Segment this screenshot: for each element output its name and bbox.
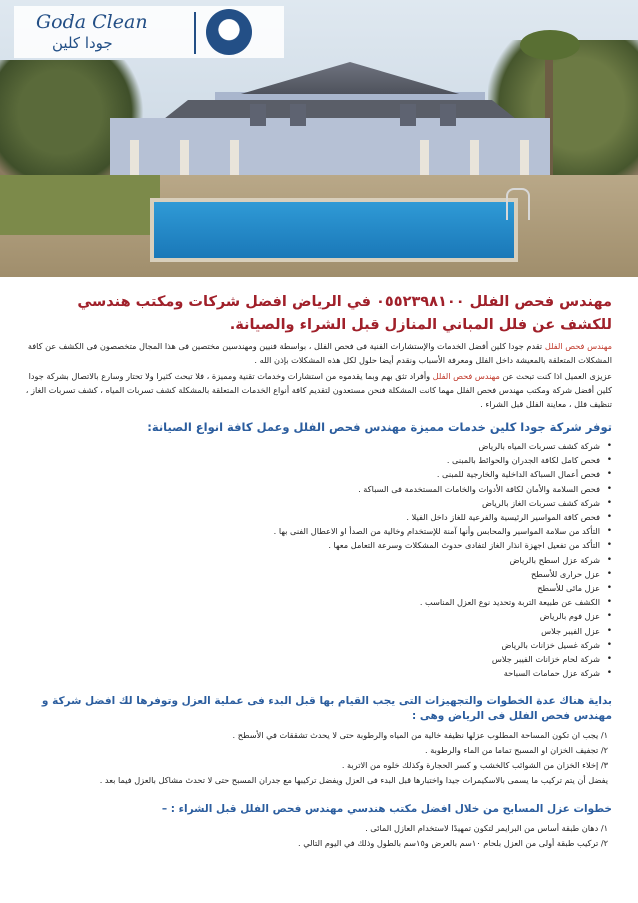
villa-pool-photo	[0, 0, 638, 277]
company-logo[interactable]	[14, 6, 284, 58]
intro-paragraph	[22, 339, 612, 367]
second-paragraph	[22, 369, 612, 411]
logo-english-text: Goda Clean	[36, 11, 148, 33]
column	[130, 140, 139, 180]
logo-arabic-text: جودا كلين	[52, 34, 113, 52]
list-item: • عزل مائى للأسطح	[22, 581, 600, 595]
list-item: • شركة لحام خزانات الفيبر جلاس	[22, 652, 600, 666]
list-item: • الكشف عن طبيعة التربة وتحديد نوع العزل المناسب .	[22, 595, 600, 609]
pool-step-item: ٢/ تركيب طبقة أولى من العزل بلحام ١٠سم بالعرض و١٥سم بالطول وذلك في اليوم التالي .	[297, 838, 608, 849]
step-item: ١/ يجب ان تكون المساحة المطلوب عزلها نظيفة خالية من المياه والرطوبة حتى لا يحدث تشققات في الأسطح .	[232, 730, 608, 741]
steps-heading: بداية هناك عدة الخطوات والتجهيزات التى يجب القيام بها قبل البدء فى عملية العزل وتوفرها لك افضل شركة و مهندس فحص الفلل فى الرياض وهى :	[41, 695, 612, 723]
window	[250, 104, 266, 126]
list-item: • شركة كشف تسربات المياه بالرياض	[22, 439, 600, 453]
list-item: • التأكد من سلامة المواسير والمحابس وأنها آمنة للإستخدام وخالية من الصدأ او الاعطال الفنى بها .	[22, 524, 600, 538]
palm-leaves	[520, 30, 580, 60]
column	[520, 140, 529, 180]
list-item: • فحص كامل لكافة الجدران والحوائط بالمبنى .	[22, 453, 600, 467]
villa-lower-roof	[150, 100, 530, 118]
pool-step-item: ١/ دهان طبقة أساس من البرايمر لتكون تمهيدًا لاستخدام العازل المائى .	[365, 823, 608, 834]
column	[420, 140, 429, 180]
pool-steps-heading: خطوات عزل المسابح من خلال افضل مكتب هندسي مهندس فحص الفلل قبل الشراء : –	[161, 803, 612, 816]
second-paragraph-start: عزيزى العميل اذا كنت تبحث عن	[499, 371, 612, 381]
swimming-pool	[150, 198, 518, 262]
list-item: • شركة عزل اسطح بالرياض	[22, 553, 600, 567]
lawn	[0, 175, 160, 235]
column	[470, 140, 479, 180]
list-item: • شركة كشف تسربات الغاز بالرياض	[22, 496, 600, 510]
list-item: • فحص كافة المواسير الرئيسية والفرعية للغاز داخل الفيلا .	[22, 510, 600, 524]
list-item: • عزل حرارى للأسطح	[22, 567, 600, 581]
window	[440, 104, 456, 126]
second-keyword-link[interactable]: مهندس فحص الفلل	[432, 371, 500, 381]
list-item: • عزل فوم بالرياض	[22, 609, 600, 623]
article-body	[22, 291, 612, 851]
intro-keyword-link[interactable]: مهندس فحص الفلل	[544, 341, 612, 351]
window	[400, 104, 416, 126]
services-heading: توفر شركة جودا كلين خدمات مميزة مهندس فحص الفلل وعمل كافة انواع الصيانة:	[147, 420, 612, 434]
villa-ground-floor	[110, 118, 550, 178]
logo-emblem-icon	[206, 9, 252, 55]
step-item: يفضل أن يتم تركيب ما يسمى بالاسكيمرات جيدا واختبارها قبل البدء فى العزل ويفضل تركيبها مع جدران المسبح حتى لا تحدث مشاكل بالعزل فيما بعد .	[99, 775, 608, 786]
list-item: • فحص أعمال السباكة الداخلية والخارجية للمبنى .	[22, 467, 600, 481]
logo-divider	[194, 12, 196, 54]
list-item: • عزل الفيبر جلاس	[22, 624, 600, 638]
pool-ladder	[506, 188, 530, 220]
step-item: ٢/ تجفيف الخزان او المسبح تماما من الماء والرطوبة .	[424, 745, 608, 756]
intro-text: تقدم جودا كلين أفضل الخدمات والإستشارات الفنية فى فحص الفلل ، بواسطة فنيين ومهندسين مختصين فى هذا المجال متخصصون فى الكشف عن كافة المشكلات المتعلقة بالمعيشة داخل الفلل ومعرفة الأسباب ونقدم أيضا حلول لكل هذه المشكلات بإذن الله .	[27, 341, 612, 365]
list-item: • شركة عزل حمامات السباحة	[22, 666, 600, 680]
article-title: مهندس فحص الفلل ٠٥٥٢٣٩٨١٠٠ في الرياض افضل شركات ومكتب هندسي للكشف عن فلل المباني المنازل قبل الشراء والصيانة.	[77, 294, 612, 333]
list-item: • شركة غسيل خزانات بالرياض	[22, 638, 600, 652]
services-list	[22, 439, 612, 680]
column	[230, 140, 239, 180]
window	[290, 104, 306, 126]
step-item: ٣/ إخلاء الخزان من الشوائب كالخشب و كسر الحجارة وكذلك خلوه من الاتربة .	[341, 760, 608, 771]
list-item: • فحص السلامة والأمان لكافة الأدوات والخامات المستخدمة فى السباكة .	[22, 482, 600, 496]
column	[180, 140, 189, 180]
second-paragraph-text: وأفراد تثق بهم وبما يقدموه من استشارات وخدمات تقنية ومميزة ، فلا تبحث كثيرا ولا تحتار وسارع بالاتصال بشركة جودا كلين أفضل شركة ومكتب مهندس فحص الفلل مهما كانت المشكلة فنحن مستعدون لتقديم كافة أنواع الخدمات المتعلقة بالمشكلة كشف تسربات المياه ، كشف تسربات الغاز ، تنظيف فلل ، معاينة الفلل قبل الشراء .	[25, 371, 612, 409]
list-item: • التأكد من تفعيل اجهزة انذار الغاز لتفادى حدوث المشكلات وسرعة التعامل معها .	[22, 538, 600, 552]
